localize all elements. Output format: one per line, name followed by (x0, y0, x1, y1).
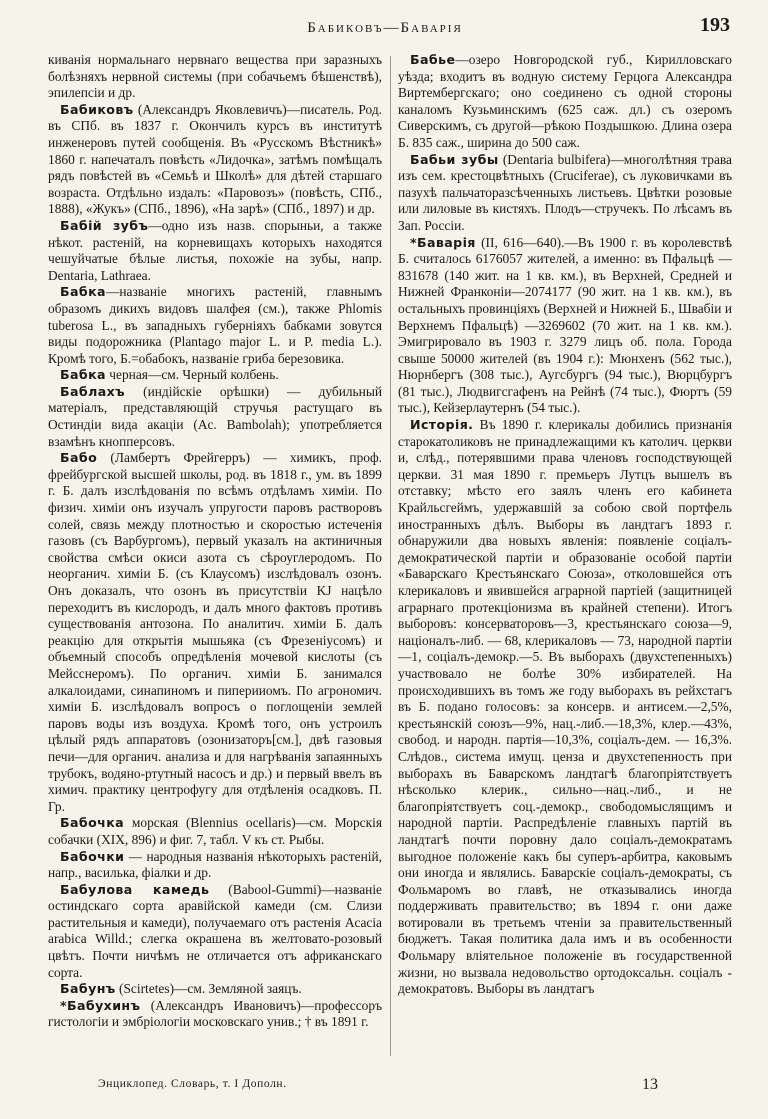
dictionary-entry (48, 849, 382, 882)
dictionary-entry (48, 218, 382, 284)
entry-headword: Баблахъ (60, 383, 126, 399)
dictionary-entry (48, 450, 382, 815)
entry-text: морская (Blennius ocellaris)—см. Морскія собачки (XIX, 896) и фиг. 7, табл. V къ ст. Рыбы. (48, 815, 382, 847)
entry-continuation (48, 52, 382, 102)
signature-number: 13 (642, 1076, 658, 1093)
entry-headword: Бабиковъ (60, 101, 134, 117)
dictionary-entry (48, 384, 382, 450)
entry-text: (II, 616—640).—Въ 1900 г. въ королевствѣ Б. считалось 6176057 жителей, а именно: въ Пфальцѣ — 831678 (140 жит. на 1 кв. км.), въ Верхней, Средней и Нижней Франконіи—2074177 (90 жит. на 1 кв. км.), въ остальныхъ провинціяхъ (Верхней и Нижней Б., Швабіи и Верхнемъ Пфальцѣ) —3269602 (70 жит. на 1 кв. км.). Эмигрировало въ 1903 г. 3279 лицъ об. пола. Города свыше 50000 жителей (въ 1904 г.): Мюнхенъ (562 тыс.), Нюрнбергъ (308 тыс.), Аугсбургъ (94 тыс.), Вюрцбургъ (81 тыс.), Людвигсгафенъ на Рейнѣ (74 тыс.), Фюртъ (59 тыс.), Кейзерлаутернъ (54 тыс.). (398, 234, 732, 416)
entry-text: (Scirtetes)—см. Земляной заяцъ. (115, 981, 302, 997)
entry-text: —одно изъ назв. спорыньи, а также нѣкот. растеній, на корневищахъ которыхъ находятся чешуйчатые бѣлые листья, похожіе на зубы, напр. Dentaria, Lathraea. (48, 217, 382, 283)
left-column (48, 52, 382, 1060)
entry-text: киванія нормальнаго нервнаго вещества при заразныхъ болѣзняхъ нервной системы (при собачьемъ бѣшенствѣ), эпилепсіи и др. (48, 52, 382, 101)
entry-headword: Бабка (60, 367, 106, 383)
dictionary-entry (398, 417, 732, 998)
entry-text: (Александръ Яковлевичъ)—писатель. Род. въ СПб. въ 1837 г. Окончилъ курсъ въ институтѣ инженеровъ путей сообщенія. Въ «Русскомъ Вѣстникѣ» 1860 г. напечаталъ повѣсть «Лидочка», затѣмъ помѣщалъ рядъ повѣстей въ «Семьѣ и Школѣ» для дѣтей старшаго возраста. Отдѣльно издалъ: «Паровозъ» (повѣсть, СПб., 1888), «Жукъ» (СПб., 1896), «На зарѣ» (СПб., 1897) и др. (48, 101, 382, 217)
entry-headword: Исторія. (410, 417, 474, 433)
column-rule (390, 56, 391, 1056)
entry-text: (Ламбертъ Фрейгерръ) — химикъ, проф. фрейбургской высшей школы, род. въ 1818 г., ум. въ 1899 г. Б. далъ изслѣдованія по всѣмъ отдѣламъ химіи. По физич. химіи онъ изучалъ упругости паровъ растворовъ солей, связь между плотностью и скоростью истеченія газовъ (съ Варбургомъ), первый указалъ на актиничныя свойства смѣси окиси азота съ сѣроуглеродомъ. По неорганич. химіи Б. (съ Клаусомъ) изслѣдовалъ озонъ. Онъ доказалъ, что озонъ въ присутствіи KJ нацѣло переходитъ въ кислородъ, и далъ много фактовъ противъ существованія антозона. По аналитич. химіи Б. далъ реакцію для открытія мышьяка (съ Фрезеніусомъ) и объемный способъ опредѣленія мочевой кислоты (съ Мейсснеромъ). По органич. химіи Б. занимался алкалоидами, синапиномъ и пиперииомъ. По агрономич. химіи Б. изслѣдовалъ вопросъ о поглощеніи землей паровъ воды изъ воздуха. Кромѣ того, онъ устроилъ цѣлый рядъ аппаратовъ (озонизаторъ[см.], двѣ газовыя печи—для органич. анализа и для нагрѣванія запаянныхъ трубокъ, водяно-ртутный насосъ и др.) и первый ввелъ въ химич. практику центрофугу для отдѣленія осадковъ. П. Гр. (48, 450, 382, 814)
right-column (398, 52, 732, 1060)
page-footer (98, 1076, 658, 1100)
entry-text: черная—см. Черный колбень. (105, 367, 279, 383)
entry-text: (Babool-Gummi)—названіе остиндскаго сорта аравійской камеди (см. Слизи растительныя и камеди), получаемаго отъ растенія Acacia arabica Willd.; слегка окрашена въ желтовато-розовый цвѣтъ. Почти ничѣмъ не отличается отъ африканскаго сорта. (48, 881, 382, 980)
dictionary-entry (398, 152, 732, 235)
entry-text: (индійскіе орѣшки) — дубильный матеріалъ, представляющій стручья растущаго въ Остиндіи вида акаціи (Ac. Bambolah); употребляется взамѣнъ кнопперсовъ. (48, 383, 382, 449)
entry-text: —озеро Новгородской губ., Кирилловскаго уѣзда; входитъ въ водную систему Герцога Александра Виртембергскаго; оно соединено съ одной стороны каналомъ Кузьминскимъ (625 саж. дл.) съ озеромъ Сиверскимъ, съ другой—рѣкою Поздышкою. Длина озера Б. 835 саж., ширина до 500 саж. (398, 52, 732, 150)
dictionary-entry (48, 981, 382, 998)
entry-headword: *Баварія (410, 234, 476, 250)
dictionary-entry (48, 998, 382, 1031)
entry-text: (Александръ Ивановичъ)—профессоръ гистологіи и эмбріологіи московскаго унив.; † въ 1891 г. (48, 997, 382, 1030)
entry-headword: Бабунъ (60, 981, 116, 997)
entry-headword: Бабочка (60, 815, 125, 831)
entry-headword: Бабье (410, 52, 456, 67)
dictionary-entry (398, 235, 732, 418)
entry-headword: *Бабухинъ (60, 997, 141, 1013)
dictionary-entry (48, 882, 382, 982)
entry-text: — народныя названія нѣкоторыхъ растеній, напр., василька, фіалки и др. (48, 848, 382, 881)
page-number: 193 (700, 14, 730, 36)
page-header (40, 14, 730, 44)
entry-text: —названіе многихъ растеній, главнымъ образомъ дикихъ видовъ шалфея (см.), также Phlomis tuberosa L., въ западныхъ губерніяхъ бабками зовутся виды подорожника (Plantago major L. и P. media L.). Кромѣ того, Б.=обабокъ, названіе гриба березовика. (48, 284, 382, 366)
entry-headword: Бабо (60, 450, 98, 466)
entry-text: Въ 1890 г. клерикалы добились признанія старокатоликовъ не принадлежащими къ католич. церкви и, слѣд., потерявшими права членовъ господствующей церкви. 31 мая 1890 г. премьеръ Лутцъ вышелъ въ отставку; мѣсто его заялъ членъ его кабинета Крайльсгеймъ, удержавшій за собою свой портфель иностранныхъ дѣлъ. Выборы въ ландтагъ 1893 г. обнаружили два новыхъ явленія: появленіе соціалъ-демократической партіи и образованіе особой партіи «Баварскаго Крестьянскаго Союза», отколовшейся отъ клерикаловъ и явившейся аграрной партіей (защитницей аграрнаго протекціонизма въ крайней степени). Итогъ выборовъ: консерваторовъ—3, крестьянскаго союза—9, націоналъ-либ. — 68, клерикаловъ — 73, народной партіи—1, соціалъ-демокр.—5. Въ выборахъ (двухстепенныхъ) участвовало не болѣе 30% избирателей. На происходившихъ въ томъ же году выборахъ въ рейхстагъ въ Б. подано голосовъ: за консерв. и антисем.—2,5%, крестьянскій союзъ—9%, нац.-либ.—18,3%, клер.—43%, свобод. и народн. партія—10,3%, соціалъ-дем. — 16,3%. Слѣдов., система имущ. ценза и двухстепенность при выборахъ въ Баварскомъ ландтагѣ благопріятствуетъ нѣсколько клерик., сильно—нац.-либ., и не благопріятствуетъ соц.-демокр., свободомыслящимъ и народной партіи. Распредѣленіе главныхъ партій въ ландтагѣ почти поровну дало соціалъ-демократамъ выгодное положеніе какъ бы суперъ-арбитра, каковымъ они иногда и являлись. Баварскіе соціалъ-демократы, съ Фольмаромъ во главѣ, не отказывались иногда поддерживать правительство; въ 1894 г. они даже вотировали въ третьемъ чтеніи за правительственный бюджетъ. Такая политика дала имъ и въ особенности Фольмару вліятельное положеніе въ государственной жизни, но вызвала недовольство ортодоксальн. соціалъ - демократовъ. Выборы въ ландтагъ (398, 417, 732, 997)
entry-headword: Бабка (60, 284, 106, 300)
entry-headword: Бабулова камедь (60, 881, 210, 897)
entry-text: (Dentaria bulbifera)—многолѣтняя трава изъ сем. крестоцвѣтныхъ (Cruciferae), съ луковичками въ пазухѣ пальчаторазсѣченныхъ листьевъ. Цвѣтки розовые или лиловые въ кистяхъ. Плодъ—стручекъ. По лѣсамъ въ Зап. Россіи. (398, 151, 732, 233)
dictionary-entry (398, 52, 732, 152)
dictionary-entry (48, 284, 382, 367)
footer-source: Энциклопед. Словарь, т. I Дополн. (98, 1078, 287, 1090)
dictionary-entry (48, 367, 382, 384)
two-column-text (48, 52, 732, 1060)
running-title: Бабиковъ—Баварія (307, 20, 463, 36)
dictionary-entry (48, 102, 382, 218)
dictionary-entry (48, 815, 382, 848)
entry-headword: Бабьи зубы (410, 151, 499, 167)
entry-headword: Бабій зубъ (60, 217, 149, 233)
entry-headword: Бабочки (60, 848, 125, 864)
